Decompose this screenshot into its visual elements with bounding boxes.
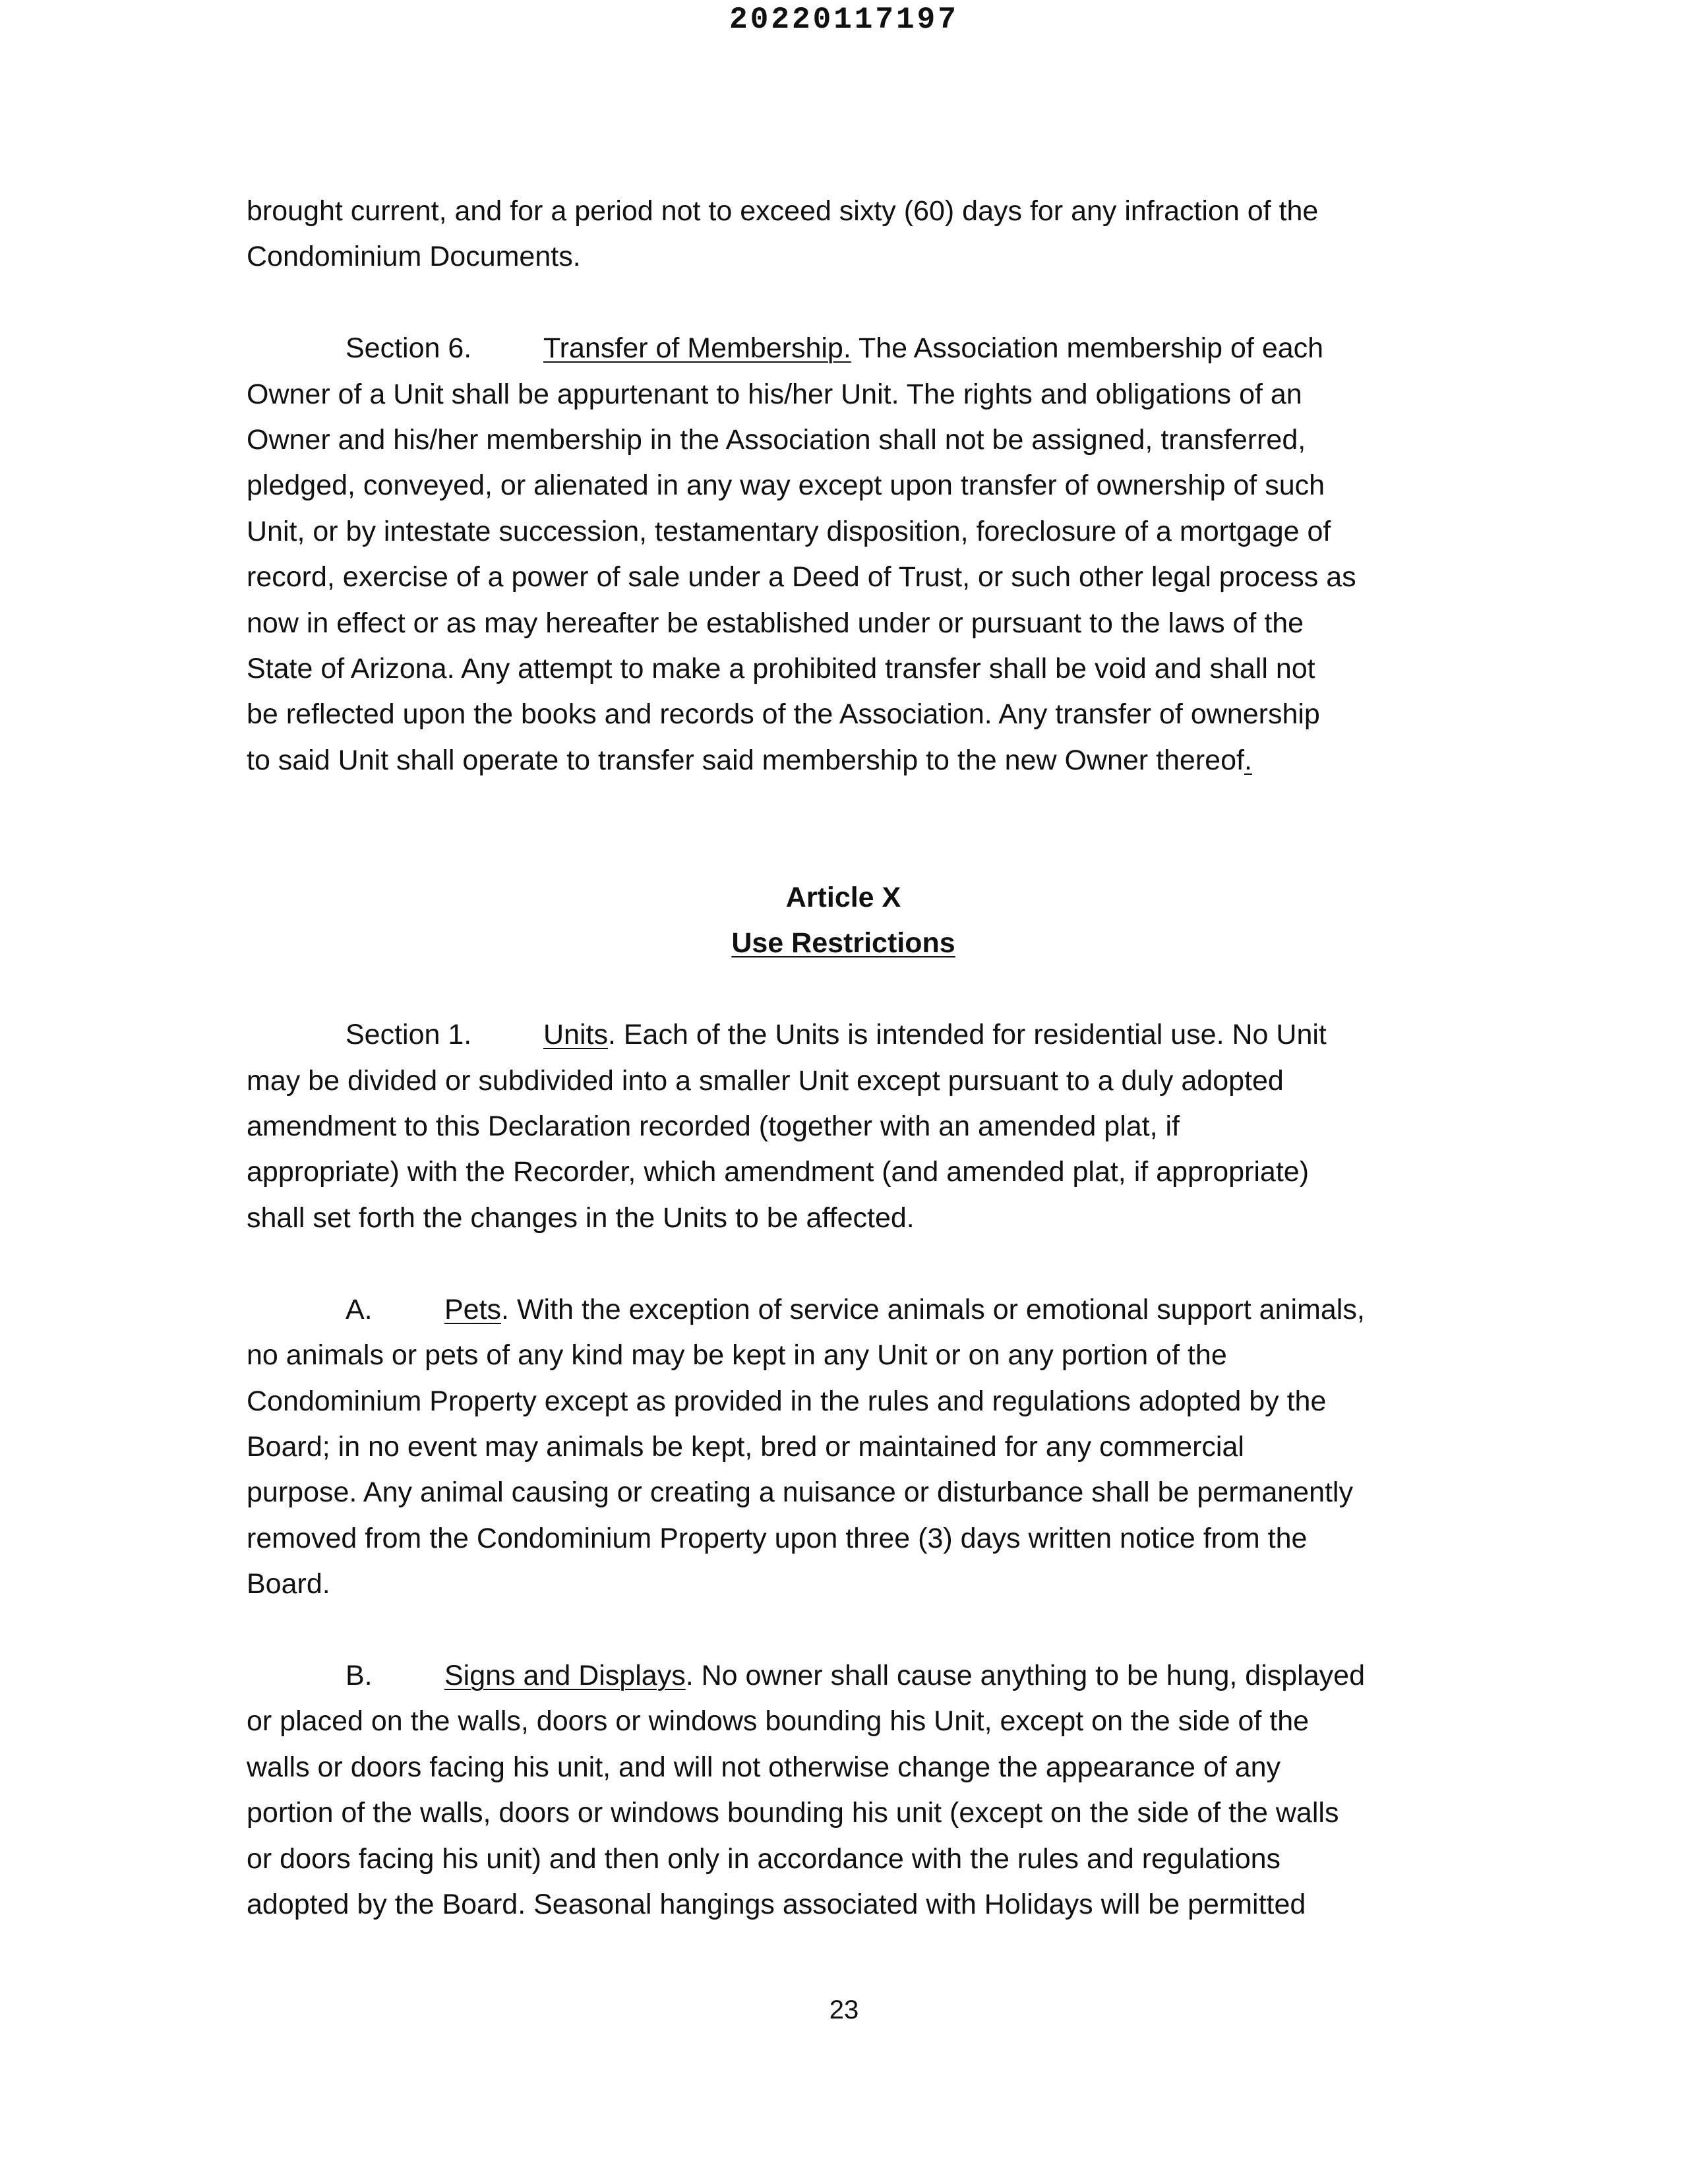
subsection-a-line: removed from the Condominium Property upon three (3) days written notice from the <box>247 1522 1308 1554</box>
section-6-first-line <box>247 326 1440 371</box>
section-6-line: State of Arizona. Any attempt to make a prohibited transfer shall be void and shall not <box>247 653 1315 685</box>
section-1-title: Units <box>543 1019 608 1051</box>
section-1-line: appropriate) with the Recorder, which amendment (and amended plat, if appropriate) <box>247 1156 1310 1188</box>
subsection-a-first-line-text: . With the exception of service animals or emotional support animals, <box>501 1293 1365 1325</box>
page-number: 23 <box>829 1995 859 2024</box>
subsection-b-line: walls or doors facing his unit, and will not otherwise change the appearance of any <box>247 1751 1281 1783</box>
subsection-a-line: Condominium Property except as provided in the rules and regulations adopted by the <box>247 1385 1327 1417</box>
article-title <box>247 921 1440 966</box>
section-6-line: now in effect or as may hereafter be established under or pursuant to the laws of the <box>247 607 1304 639</box>
section-1-label: Section 1. <box>346 1019 472 1051</box>
section-1-line: shall set forth the changes in the Units to be affected. <box>247 1201 915 1234</box>
carryover-line: Condominium Documents. <box>247 241 581 273</box>
section-6-title: Transfer of Membership. <box>543 332 851 365</box>
article-number: Article X <box>785 882 901 914</box>
subsection-a-label: A. <box>346 1293 373 1325</box>
subsection-a-line: Board; in no event may animals be kept, bred or maintained for any commercial <box>247 1430 1244 1463</box>
section-6-line: Owner and his/her membership in the Association shall not be assigned, transferred, <box>247 424 1306 456</box>
section-6-line: record, exercise of a power of sale under a Deed of Trust, or such other legal process as <box>247 561 1356 593</box>
section-6-line: Unit, or by intestate succession, testamentary disposition, foreclosure of a mortgage of <box>247 515 1331 547</box>
subsection-a-title: Pets <box>444 1293 502 1325</box>
subsection-b-first-line-text: . No owner shall cause anything to be hung, displayed <box>685 1659 1365 1691</box>
subsection-b-label: B. <box>346 1659 373 1691</box>
recording-number: 20220117197 <box>729 3 959 37</box>
subsection-a-line: no animals or pets of any kind may be kept in any Unit or on any portion of the <box>247 1339 1227 1372</box>
carryover-line: brought current, and for a period not to exceed sixty (60) days for any infraction of the <box>247 195 1319 227</box>
section-6-line: Owner of a Unit shall be appurtenant to his/her Unit. The rights and obligations of an <box>247 378 1302 410</box>
article-title-text: Use Restrictions <box>731 927 955 959</box>
subsection-a-line: Board. <box>247 1568 330 1600</box>
subsection-b-first-line <box>247 1653 1440 1699</box>
subsection-b-line: or doors facing his unit) and then only in accordance with the rules and regulations <box>247 1842 1281 1875</box>
subsection-a-first-line <box>247 1287 1440 1333</box>
section-6-label: Section 6. <box>346 332 472 365</box>
section-1-first-line <box>247 1012 1440 1058</box>
section-1-first-line-text: . Each of the Units is intended for residential use. No Unit <box>607 1019 1327 1051</box>
subsection-b-title: Signs and Displays <box>444 1659 686 1691</box>
section-6-line: pledged, conveyed, or alienated in any way except upon transfer of ownership of such <box>247 470 1325 502</box>
subsection-b-line: adopted by the Board. Seasonal hangings associated with Holidays will be permitted <box>247 1888 1306 1920</box>
section-6-line: be reflected upon the books and records of the Association. Any transfer of ownership <box>247 698 1320 731</box>
section-6-last-line-text: to said Unit shall operate to transfer said membership to the new Owner thereof <box>247 744 1244 776</box>
section-6-first-line-text: The Association membership of each <box>851 332 1324 365</box>
section-1-line: may be divided or subdivided into a smaller Unit except pursuant to a duly adopted <box>247 1064 1284 1097</box>
document-body <box>247 189 1440 1927</box>
subsection-b-line: or placed on the walls, doors or windows bounding his Unit, except on the side of the <box>247 1705 1310 1738</box>
subsection-a-line: purpose. Any animal causing or creating a nuisance or disturbance shall be permanently <box>247 1476 1353 1509</box>
subsection-b-line: portion of the walls, doors or windows bounding his unit (except on the side of the walls <box>247 1797 1339 1829</box>
section-6-last-punct: . <box>1244 744 1252 776</box>
section-6-last-line <box>247 738 1440 783</box>
section-1-line: amendment to this Declaration recorded (together with an amended plat, if <box>247 1110 1180 1143</box>
